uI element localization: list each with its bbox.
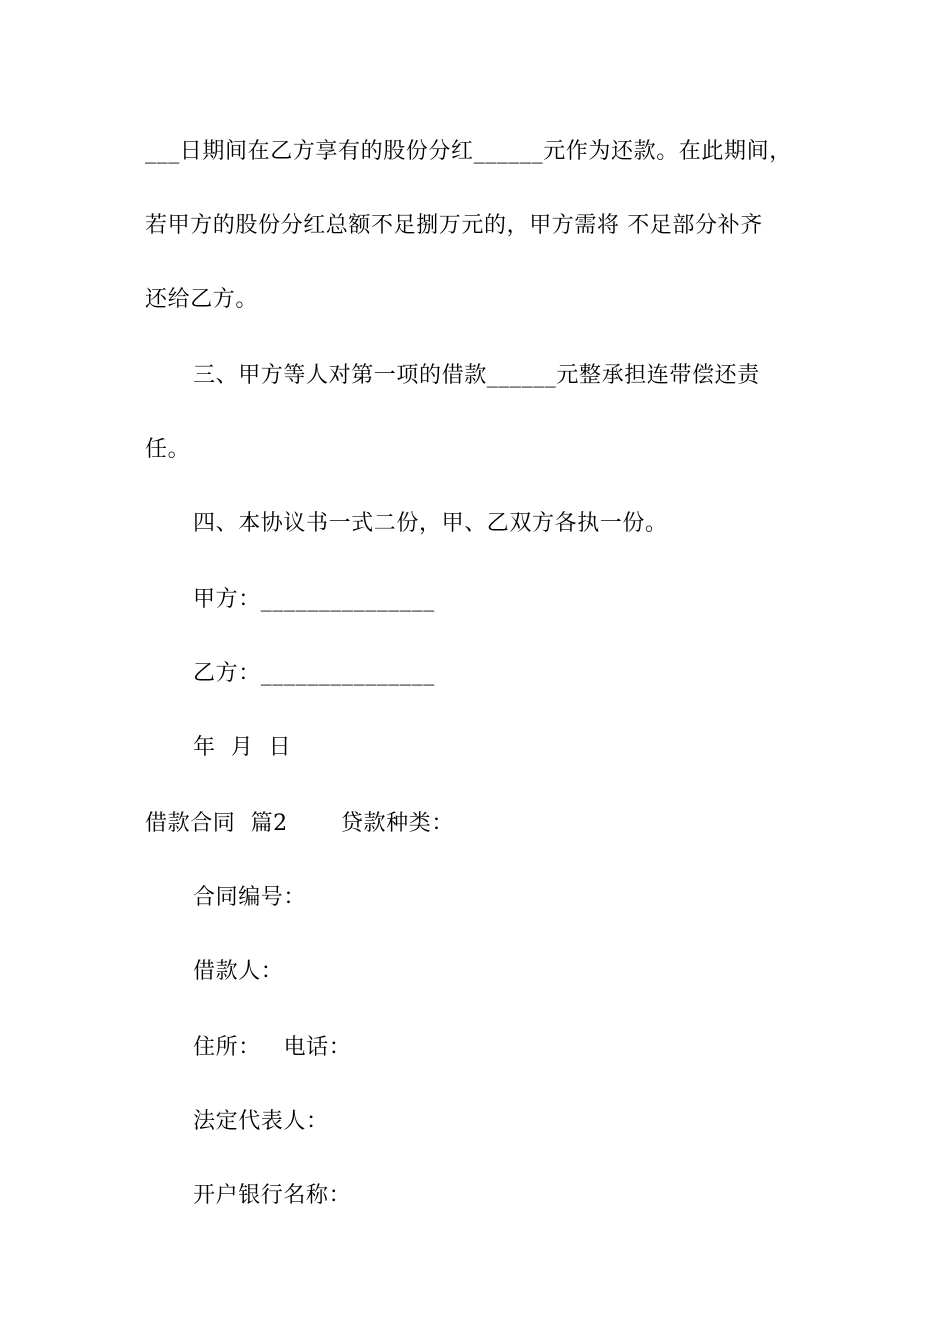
paragraph-line: 任。 — [145, 437, 191, 462]
section-heading: 借款合同 篇2 贷款种类： — [145, 811, 454, 836]
clause-four: 四、本协议书一式二份，甲、乙双方各执一份。 — [193, 511, 668, 536]
clause-three: 三、甲方等人对第一项的借款______元整承担连带偿还责 — [193, 363, 760, 388]
paragraph-line: ___日期间在乙方享有的股份分红______元作为还款。在此期间， — [145, 139, 792, 164]
party-b-signature: 乙方：_______________ — [193, 661, 435, 686]
party-a-signature: 甲方：_______________ — [193, 587, 435, 612]
borrower-field: 借款人： — [193, 959, 284, 984]
contract-number-field: 合同编号： — [193, 885, 307, 910]
bank-name-field: 开户银行名称： — [193, 1183, 352, 1208]
address-phone-field: 住所： 电话： — [193, 1035, 352, 1060]
signature-date: 年 月 日 — [193, 735, 292, 760]
paragraph-line: 若甲方的股份分红总额不足捌万元的，甲方需将 不足部分补齐 — [145, 213, 763, 238]
legal-representative-field: 法定代表人： — [193, 1109, 329, 1134]
paragraph-line: 还给乙方。 — [145, 287, 259, 312]
